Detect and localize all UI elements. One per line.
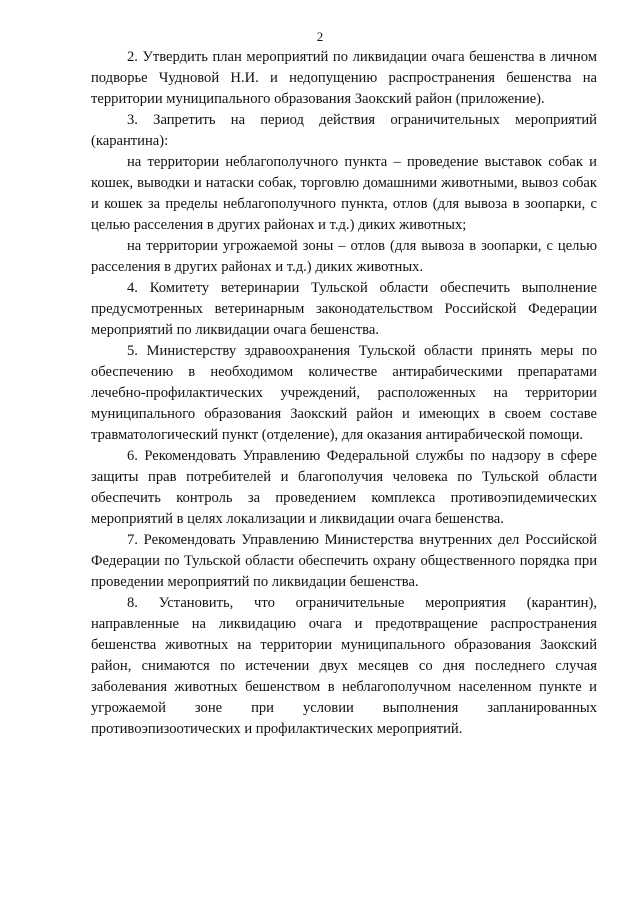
paragraph-item-4: 4. Комитету ветеринарии Тульской области обеспечить выполнение предусмотренных ветеринарным законодательством Российской Федерации мероприятий по ликвидации очага бешенства.	[91, 280, 597, 338]
document-body	[91, 47, 597, 740]
paragraph-item-5: 5. Министерству здравоохранения Тульской области принять меры по обеспечению в необходимом количестве антирабическими препаратами лечебно-профилактических учреждений, расположенных на территории муниципального образования Заокский район и имеющих в своем составе травматологический пункт (отделение), для оказания антирабической помощи.	[91, 343, 597, 443]
paragraph-item-6: 6. Рекомендовать Управлению Федеральной службы по надзору в сфере защиты прав потребителей и благополучия человека по Тульской области обеспечить контроль за проведением комплекса противоэпидемических мероприятий в целях локализации и ликвидации очага бешенства.	[91, 448, 597, 527]
paragraph-item-7: 7. Рекомендовать Управлению Министерства внутренних дел Российской Федерации по Тульской области обеспечить охрану общественного порядка при проведении мероприятий по ликвидации бешенства.	[91, 532, 597, 590]
paragraph-item-3: 3. Запретить на период действия ограничительных мероприятий (карантина):	[91, 112, 597, 149]
paragraph-item-3-subclause-1: на территории неблагополучного пункта – проведение выставок собак и кошек, выводки и натаски собак, торговлю домашними животными, вывоз собак и кошек за пределы неблагополучного пункта, отлов (для вывоза в зоопарки, с целью расселения в других районах и т.д.) диких животных;	[91, 154, 597, 233]
paragraph-item-3-subclause-2: на территории угрожаемой зоны – отлов (для вывоза в зоопарки, с целью расселения в других районах и т.д.) диких животных.	[91, 238, 597, 275]
page-number: 2	[316, 29, 324, 44]
paragraph-item-8: 8. Установить, что ограничительные мероприятия (карантин), направленные на ликвидацию очага и предотвращение распространения бешенства животных на территории муниципального образования Заокский район, снимаются по истечении двух месяцев со дня последнего случая заболевания животных бешенством в неблагополучном населенном пункте и угрожаемой зоне при условии выполнения запланированных противоэпизоотических и профилактических мероприятий.	[91, 595, 597, 737]
paragraph-item-2: 2. Утвердить план мероприятий по ликвидации очага бешенства в личном подворье Чудновой Н.И. и недопущению распространения бешенства на территории муниципального образования Заокский район (приложение).	[91, 49, 597, 107]
